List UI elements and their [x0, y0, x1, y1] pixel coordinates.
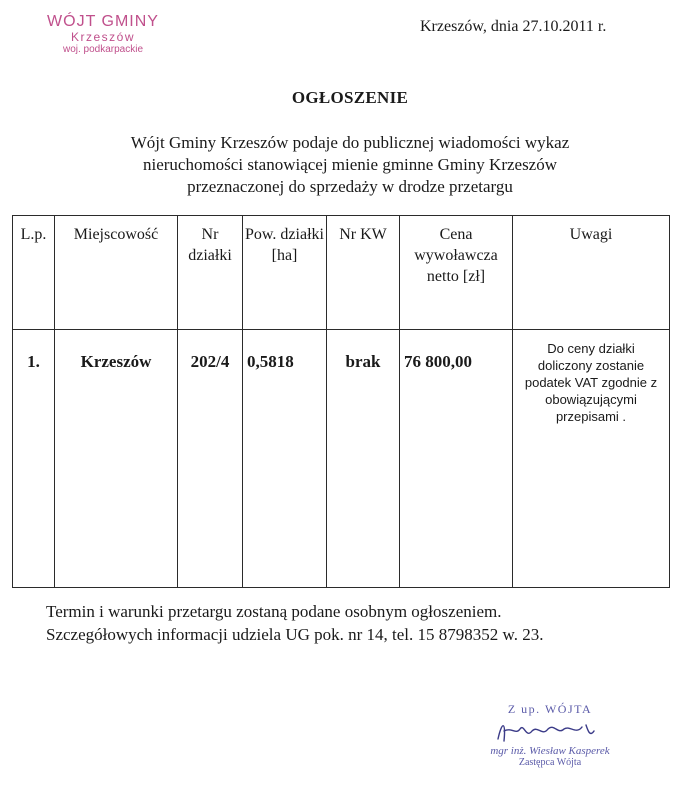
header-cena: Cena wywoławcza netto [zł]: [400, 216, 513, 330]
header-pow-dzialki: Pow. działki [ha]: [243, 216, 327, 330]
intro-line: przeznaczonej do sprzedaży w drodze przetargu: [187, 177, 513, 196]
stamp-line-3: woj. podkarpackie: [62, 44, 144, 55]
cell-cena: 76 800,00: [400, 330, 513, 588]
signature-line-3: Zastępca Wójta: [518, 757, 582, 768]
place-date: Krzeszów, dnia 27.10.2011 r.: [420, 18, 607, 35]
property-table: [12, 215, 669, 588]
intro-paragraph: [60, 132, 640, 198]
cell-nr-dzialki: 202/4: [178, 330, 243, 588]
intro-line: nieruchomości stanowiącej mienie gminne Gminy Krzeszów: [142, 155, 558, 174]
header-uwagi: Uwagi: [513, 216, 670, 330]
header-miejscowosc: Miejscowość: [55, 216, 178, 330]
footer-line: Termin i warunki przetargu zostaną podane osobnym ogłoszeniem.: [46, 602, 502, 621]
header-nr-kw: Nr KW: [327, 216, 400, 330]
stamp-line-2: Krzeszów: [70, 30, 135, 44]
signature-line-1: Z up. WÓJTA: [507, 702, 593, 716]
header-stamp: [28, 14, 178, 55]
footer-line: Szczegółowych informacji udziela UG pok. nr 14, tel. 15 8798352 w. 23.: [46, 625, 544, 644]
table-row: [13, 330, 670, 588]
handwritten-signature: [490, 717, 610, 745]
cell-uwagi: Do ceny działki doliczony zostanie podatek VAT zgodnie z obowiązującymi przepisami .: [513, 330, 670, 588]
intro-line: Wójt Gminy Krzeszów podaje do publicznej wiadomości wykaz: [130, 133, 570, 152]
document-title: OGŁOSZENIE: [291, 88, 409, 107]
cell-lp: 1.: [13, 330, 55, 588]
cell-pow-dzialki: 0,5818: [243, 330, 327, 588]
signature-stamp: [450, 702, 650, 768]
cell-nr-kw: brak: [327, 330, 400, 588]
stamp-line-1: WÓJT GMINY: [47, 13, 159, 30]
signature-line-2: mgr inż. Wiesław Kasperek: [490, 745, 610, 757]
cell-miejscowosc: Krzeszów: [55, 330, 178, 588]
footer-notes: [46, 600, 543, 646]
header-lp: L.p.: [13, 216, 55, 330]
header-nr-dzialki: Nr działki: [178, 216, 243, 330]
table-header-row: [13, 216, 670, 330]
